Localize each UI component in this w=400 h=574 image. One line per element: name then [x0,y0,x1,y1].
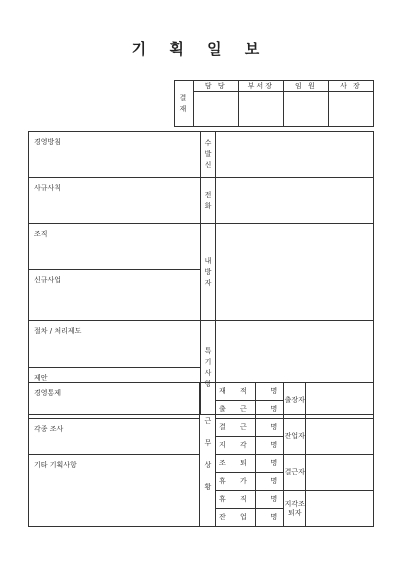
approval-sign-dept-head[interactable] [238,92,283,127]
label-outgoing: 수 발 신 [200,132,216,178]
field-phone[interactable] [216,178,374,224]
approval-sign-president[interactable] [328,92,373,127]
field-absentee[interactable] [306,455,374,491]
att-unit[interactable]: 명 [256,509,284,527]
att-row-overtime: 잔 업 [216,509,256,527]
group-absentee: 결근자 [284,455,306,491]
group-business-trip: 출장자 [284,383,306,419]
section-organization[interactable]: 조직 [29,224,201,270]
section-company-rules[interactable]: 사규사칙 [29,178,201,224]
att-unit[interactable]: 명 [256,491,284,509]
approval-sign-executive[interactable] [283,92,328,127]
att-unit[interactable]: 명 [256,455,284,473]
field-business-trip[interactable] [306,383,374,419]
label-visitor: 내 방 자 [200,224,216,321]
label-special-notes: 특 기 사 항 [200,321,216,415]
field-late-early[interactable] [306,491,374,527]
section-surveys[interactable]: 각종 조사 [29,419,200,455]
section-procedure[interactable]: 절차 / 처리제도 [29,321,201,368]
section-proposal[interactable]: 제안 [29,368,201,415]
field-outgoing[interactable] [216,132,374,178]
att-unit[interactable]: 명 [256,419,284,437]
approval-side-label: 결 재 [175,81,194,127]
att-unit[interactable]: 명 [256,473,284,491]
group-overtime: 잔업자 [284,419,306,455]
label-phone: 전 화 [200,178,216,224]
att-unit[interactable]: 명 [256,383,284,401]
section-new-business[interactable]: 신규사업 [29,270,201,321]
section-management-policy[interactable]: 경영방침 [29,132,201,178]
approval-header-executive: 임 원 [283,81,328,92]
approval-header-dept-head: 부서장 [238,81,283,92]
att-row-early-leave: 조 퇴 [216,455,256,473]
att-row-vacation: 휴 가 [216,473,256,491]
att-row-enrolled: 재 적 [216,383,256,401]
approval-sign-manager[interactable] [193,92,238,127]
label-attendance: 근 무 상 황 [200,383,216,527]
approval-header-manager: 담 당 [193,81,238,92]
attendance-table [28,382,374,527]
att-row-present: 출 근 [216,401,256,419]
daily-report-table [28,131,374,415]
page-title: 기 획 일 보 [131,40,269,58]
section-management-control[interactable]: 경영통제 [29,383,200,419]
att-row-leave: 휴 직 [216,491,256,509]
field-overtime[interactable] [306,419,374,455]
att-unit[interactable]: 명 [256,401,284,419]
approval-table [174,80,374,127]
section-other-planning[interactable]: 기타 기획사항 [29,455,200,527]
field-visitor[interactable] [216,224,374,321]
att-row-absent: 결 근 [216,419,256,437]
att-row-late: 지 각 [216,437,256,455]
att-unit[interactable]: 명 [256,437,284,455]
approval-header-president: 사 장 [328,81,373,92]
group-late-early: 지각조퇴자 [284,491,306,527]
